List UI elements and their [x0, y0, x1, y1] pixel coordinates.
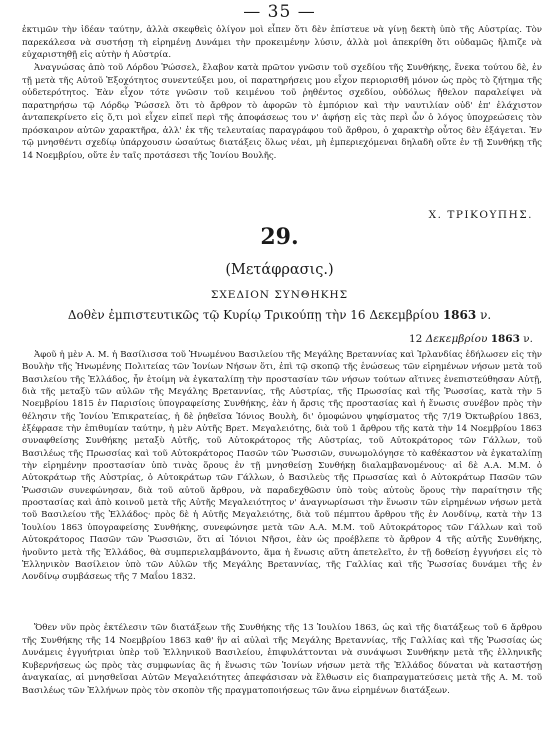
- report-paragraph: [22, 62, 542, 162]
- treaty-execution-paragraph: [22, 622, 542, 698]
- date-suffix: ν.: [523, 333, 533, 345]
- page-number: — 35 —: [243, 2, 316, 22]
- intro-paragraph: [22, 24, 542, 62]
- signature: Χ. ΤΡΙΚΟΥΠΗΣ.: [428, 209, 533, 221]
- intro-text: ἐκτιμῶν τὴν ἰδέαν ταύτην, ἀλλὰ σκεφθεὶς ὀλίγον μοὶ εἶπεν ὅτι δὲν ἐπίστευε νὰ γίνῃ δεκτὴ ὑπὸ τῆς Αὐστρίας. Τὸν παρεκάλεσα νὰ συστήσῃ τὴ εἰρημένῃ Δυνάμει τὴν προκειμένην λύσιν, ἀλλὰ μοὶ ἀπεκρίθη ὅτι οὐδαμῶς ἤλπιζε νὰ εὐχαριστηθῇ εἰς αὐτὴν ἡ Αὐστρία.: [22, 25, 542, 60]
- date-month: Δεκεμβρίου: [425, 333, 488, 345]
- date-day: 12: [408, 333, 423, 345]
- given-line: [0, 308, 559, 322]
- treaty-execution-text: Ὅθεν νῦν πρὸς ἐκτέλεσιν τῶν διατάξεων τῆς Συνθήκης τῆς 13 Ἰουλίου 1863, ὡς καὶ τῆς διατάξεως τοῦ 6 ἄρθρου τῆς Συνθήκης τῆς 14 Νοεμβρίου 1863 καθ' ἣν αἱ αὐλαὶ τῆς Μεγάλης Βρεταννίας, τῆς Γαλλίας καὶ τῆς Ῥωσσίας ὡς Δυνάμεις ἐγγυήτριαι ὑπὲρ τοῦ Ἑλληνικοῦ Βασιλείου, ἐπιφυλάττονται νὰ συνάψωσι Συνθήκην μετὰ τῆς ἑλληνικῆς Κυβερνήσεως ὡς πρὸς τὰς συμφωνίας ἃς ἡ ἕνωσις τῶν Ἰονίων νήσων μετὰ τῆς Ἑλλάδος δύναται νὰ καταστήσῃ ἀναγκαίας, αἱ μνησθεῖσαι Αὐτῶν Μεγαλειότητες ἀπεφάσισαν νὰ ἔλθωσιν εἰς διαπραγματεύσεις μετὰ τῆς Α. Μ. τοῦ Βασιλέως τῶν Ἑλλήνων πρὸς τὸν σκοπὸν τῆς πραγματοποιήσεως τῶν ἄνω εἰρημένων διατάξεων.: [22, 623, 542, 696]
- treaty-preamble-text: Ἀφοῦ ἡ μὲν Α. Μ. ἡ Βασίλισσα τοῦ Ἡνωμένου Βασιλείου τῆς Μεγάλης Βρεταννίας καὶ Ἰρλανδίας ἐδήλωσεν εἰς τὴν Βουλὴν τῆς Ἡνωμένης Πολιτείας τῶν Ἰονίων Νήσων ὅτι, ἐπὶ τῷ σκοπῷ τῆς ἑνώσεως τῶν εἰρημένων νήσων μετὰ τοῦ Βασιλείου τῆς Ἑλλάδος, ἦν ἑτοίμη νὰ ἐγκαταλίπῃ τὴν προστασίαν τῶν νήσων τούτων αἵτινες ἐνεπιστεύθησαν Αὐτῇ, διὰ τῆς μεταξὺ τῶν αὐλῶν τῆς Μεγάλης Βρεταννίας, τῆς Αὐστρίας, τῆς Πρωσσίας καὶ τῆς Ῥωσσίας, κατὰ τὴν 5 Νοεμβρίου 1815 ἐν Παρισίοις ὑπογραφείσης Συνθήκης, ἐὰν ἡ ἄρσις τῆς προστασίας καὶ ἡ ἕνωσις συνέβον πρὸς τὴν θέλησιν τῆς Ἰονίου Ἐπικρατείας, ἡ δὲ ῥηθεῖσα Ἰόνιος Βουλὴ, δι' ὁμοφώνου ψηφίσματος τῆς 7/19 Ὀκτωβρίου 1863, ἐξέφρασε τὴν ἐπιθυμίαν ταύτην, ἡ μὲν Αὐτῆς Βρετ. Μεγαλειότης, διὰ τοῦ 1 ἄρθρου τῆς κατὰ τὴν 14 Νοεμβρίου 1863 συναφθείσης Συνθήκης μεταξὺ Αὐτῆς, τοῦ Αὐτοκράτορος τῆς Αὐστρίας, τοῦ Αὐτοκράτορος τῶν Γάλλων, τοῦ Βασιλέως τῆς Πρωσσίας καὶ τοῦ Αὐτοκράτορος Πασῶν τῶν Ῥωσσιῶν, συνωμολόγησε τὸ καθέκαστον νὰ ἐγκαταλίπῃ τὴν εἰρημένην προστασίαν ὑπὸ τινὰς ὅρους ἐν τῇ μνησθείσῃ Συνθήκῃ διαλαμβανομένους· αἱ δὲ Α.Α. Μ.Μ. ὁ Αὐτοκράτωρ τῆς Αὐστρίας, ὁ Αὐτοκράτωρ τῶν Γάλλων, ὁ Βασιλεὺς τῆς Πρωσσίας καὶ ὁ Αὐτοκράτωρ Πασῶν τῶν Ῥωσσιῶν συνεφώνησαν, διὰ τοῦ αὐτοῦ ἄρθρου, νὰ παραδεχθῶσιν ὑπὸ τοὺς αὐτοὺς ὅρους τὴν παραίτησιν τῆς προστασίας καὶ ἀπὸ κοινοῦ μετὰ τῆς Αὐτῆς Μεγαλειότητος ν' ἀναγνωρίσωσι τὴν ἕνωσιν τῶν εἰρημένων νήσων μετὰ τοῦ Βασιλείου τῆς Ἑλλάδος· πρὸς δὲ ἡ Αὐτῆς Μεγαλειότης, διὰ τοῦ πέμπτου ἄρθρου τῆς ἐν Λονδίνῳ, κατὰ τὴν 13 Ἰουλίου 1863 ὑπογραφείσης Συνθήκης, συνεφώνησε μετὰ τῶν Α.Α. Μ.Μ. τοῦ Αὐτοκράτορος τῶν Γάλλων καὶ τοῦ Αὐτοκράτορος Πασῶν τῶν Ῥωσσιῶν, ὅτι αἱ Ἰόνιοι Νῆσοι, ἐὰν ὡς προέβλεπε τὸ ἄρθρον 4 τῆς αὐτῆς Συνθήκης, ἡνοῦντο μετὰ τῆς Ἑλλάδος, θὰ συμπεριελαμβάνοντο, ἅμα ἡ ἕνωσις αὕτη ἀπετελεῖτο, ἐν τῇ δοθείσῃ ἐγγυήσει εἰς τὸ Ἑλληνικὸν Βασίλειον ὑπὸ τῶν Αὐλῶν τῆς Μεγάλης Βρεταννίας, τῆς Γαλλίας καὶ τῆς Ῥωσσίας δυνάμει τῆς ἐν Λονδίνῳ συμβάσεως τῆς 7 Μαΐου 1832.: [22, 350, 542, 583]
- given-line-suffix: ν.: [480, 308, 492, 322]
- document-number: 29.: [260, 224, 299, 250]
- translation-label: (Μετάφρασις.): [225, 262, 334, 278]
- date-line: [409, 333, 533, 345]
- draft-heading: ΣΧΕΔΙΟΝ ΣΥΝΘΗΚΗΣ: [210, 289, 349, 301]
- treaty-preamble-paragraph: [22, 349, 542, 584]
- given-line-text: Δοθὲν ἐμπιστευτικῶς τῷ Κυρίῳ Τρικούπῃ τὴν 16 Δεκεμβρίου: [67, 308, 439, 322]
- given-line-year: 1863: [442, 308, 477, 322]
- report-text: Ἀναγνώσας ἀπὸ τοῦ Λόρδου Ῥώσσελ, ἔλαβον κατὰ πρῶτον γνῶσιν τοῦ σχεδίου τῆς Συνθήκης, ἕνεκα τούτου δὲ, ἐν τῇ μετὰ τῆς Αὐτοῦ Ἐξοχότητος συνεντεύξει μου, οἱ παρατηρήσεις μου εἶχον περιορισθῆ μόνον ὡς πρὸς τὸ ζήτημα τῆς οὐδετερότητος. Ἐὰν εἶχον τότε γνῶσιν τοῦ κειμένου τοῦ ῥηθέντος σχεδίου, οὐδόλως ἤθελον παραλείψει νὰ παρατηρήσω τῷ Λόρδῳ Ῥώσσελ ὅτι τὸ ἄρθρον τὸ ἀφορῶν τὸ ἐμπόριον καὶ τὴν ναυτιλίαν οὐδ' ἐπ' ἐλάχιστον ἀνταπεκρίνετο εἰς ὅ,τι μοὶ εἶχεν εἰπεῖ περὶ τῆς ἀποφάσεως του ν' ἀφήσῃ εἰς τὰς περὶ ὧν ὁ λόγος ὑποχρεώσεις τὸν πρόσκαιρον αὐτῶν χαρακτῆρα, ἀλλ' ἐκ τῆς τελευταίας παραγράφου τοῦ ἄρθρου, ὁ χαρακτὴρ οὗτος δὲν ἐξάγεται. Ἐν τῷ μνησθέντι σχεδίῳ ὑπάρχουσιν ὡσαύτως διατάξεις ὅλως νέαι, μὴ ἐμπεριεχόμεναι δηλαδὴ οὔτε ἐν τῇ Συνθήκῃ τῆς 14 Νοεμβρίου, οὔτε ἐν ταῖς προτάσεσι τῆς Ἰονίου Βουλῆς.: [22, 63, 542, 161]
- date-year: 1863: [490, 333, 520, 345]
